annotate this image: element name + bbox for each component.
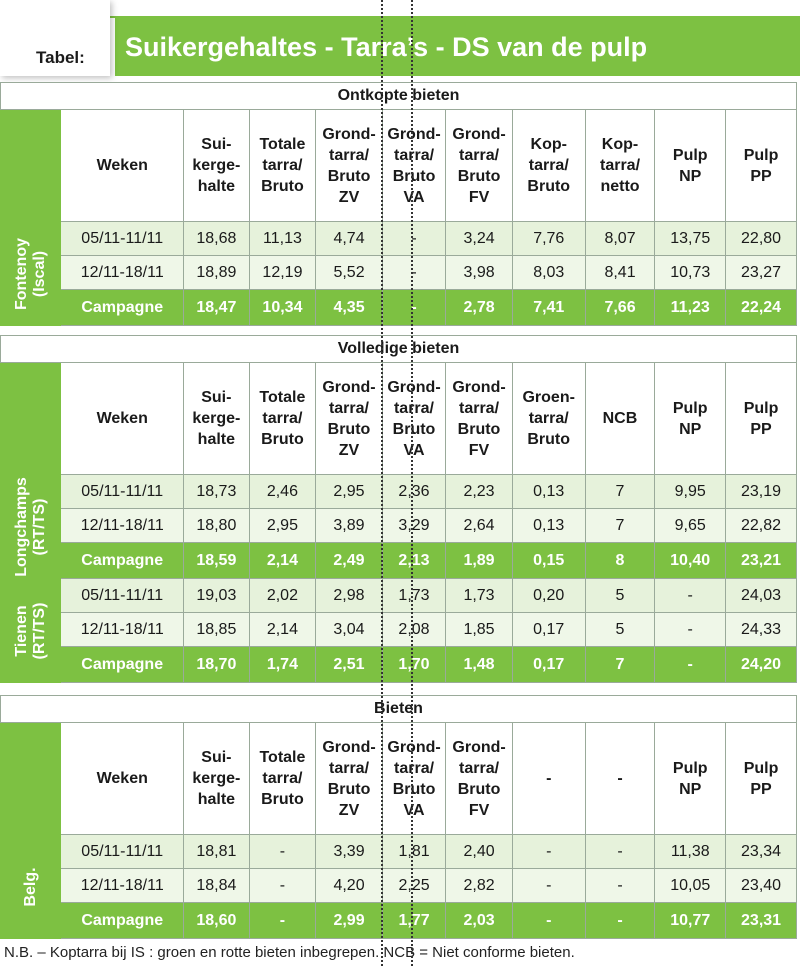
value-cell: 2,98 — [316, 579, 383, 613]
value-cell: 22,80 — [726, 222, 797, 256]
week-range: 05/11-11/11 — [61, 579, 184, 613]
campagne-value: - — [655, 647, 726, 683]
column-header: Grond- tarra/ Bruto ZV — [316, 110, 383, 222]
group-label-cell — [1, 475, 61, 579]
group-label-cell — [1, 579, 61, 683]
campagne-value: 0,17 — [512, 647, 585, 683]
value-cell: 2,08 — [382, 613, 445, 647]
week-range: 12/11-18/11 — [61, 256, 184, 290]
campagne-value: 11,23 — [655, 290, 726, 326]
column-header: Sui- kerge- halte — [184, 723, 250, 835]
value-cell: 10,05 — [655, 869, 726, 903]
value-cell: - — [512, 835, 585, 869]
value-cell: - — [585, 869, 655, 903]
table-row — [1, 509, 797, 543]
column-header: Pulp NP — [655, 723, 726, 835]
value-cell: 13,75 — [655, 222, 726, 256]
column-header: Kop- tarra/ Bruto — [512, 110, 585, 222]
value-cell: 8,03 — [512, 256, 585, 290]
value-cell: 2,23 — [446, 475, 513, 509]
campagne-row — [1, 647, 797, 683]
group-label: Fontenoy (Iscal) — [12, 237, 48, 310]
campagne-label: Campagne — [61, 903, 184, 939]
column-header: Kop- tarra/ netto — [585, 110, 655, 222]
value-cell: 8,41 — [585, 256, 655, 290]
section-title: Bieten — [1, 696, 797, 723]
campagne-value: 2,14 — [249, 543, 316, 579]
campagne-value: 7 — [585, 647, 655, 683]
week-range: 05/11-11/11 — [61, 475, 184, 509]
campagne-value: 23,31 — [726, 903, 797, 939]
value-cell: 0,13 — [512, 475, 585, 509]
column-header: Pulp NP — [655, 110, 726, 222]
value-cell: 0,13 — [512, 509, 585, 543]
campagne-value: - — [512, 903, 585, 939]
campagne-value: 2,78 — [446, 290, 513, 326]
campagne-value: 2,99 — [316, 903, 383, 939]
value-cell: 11,38 — [655, 835, 726, 869]
table-row — [1, 579, 797, 613]
column-header: Totale tarra/ Bruto — [249, 723, 316, 835]
value-cell: 4,20 — [316, 869, 383, 903]
value-cell: 2,40 — [446, 835, 513, 869]
section-title-row — [1, 336, 797, 363]
value-cell: - — [382, 222, 445, 256]
column-header: Weken — [61, 110, 184, 222]
table-row — [1, 835, 797, 869]
value-cell: 18,73 — [184, 475, 250, 509]
value-cell: 9,65 — [655, 509, 726, 543]
campagne-value: 2,03 — [446, 903, 513, 939]
value-cell: 18,84 — [184, 869, 250, 903]
campagne-row — [1, 903, 797, 939]
value-cell: 3,04 — [316, 613, 383, 647]
column-header: NCB — [585, 363, 655, 475]
column-header: Totale tarra/ Bruto — [249, 110, 316, 222]
campagne-value: 24,20 — [726, 647, 797, 683]
campagne-value: 22,24 — [726, 290, 797, 326]
section-title: Volledige bieten — [1, 336, 797, 363]
value-cell: 4,74 — [316, 222, 383, 256]
week-range: 12/11-18/11 — [61, 613, 184, 647]
value-cell: 1,73 — [382, 579, 445, 613]
campagne-value: 7,41 — [512, 290, 585, 326]
column-header: Grond- tarra/ Bruto FV — [446, 110, 513, 222]
campagne-value: - — [585, 903, 655, 939]
campagne-value: 1,89 — [446, 543, 513, 579]
value-cell: 1,73 — [446, 579, 513, 613]
campagne-label: Campagne — [61, 647, 184, 683]
section-bieten — [0, 695, 797, 939]
table-row — [1, 256, 797, 290]
column-header: Grond- tarra/ Bruto FV — [446, 363, 513, 475]
column-header: Grond- tarra/ Bruto ZV — [316, 723, 383, 835]
campagne-value: 10,40 — [655, 543, 726, 579]
value-cell: 2,14 — [249, 613, 316, 647]
group-label: Longchamps (RT/TS) — [12, 476, 48, 577]
section-title: Ontkopte bieten — [1, 83, 797, 110]
campagne-value: 18,60 — [184, 903, 250, 939]
column-header: Sui- kerge- halte — [184, 110, 250, 222]
value-cell: 10,73 — [655, 256, 726, 290]
value-cell: 24,33 — [726, 613, 797, 647]
campagne-value: 10,34 — [249, 290, 316, 326]
column-header: Groen- tarra/ Bruto — [512, 363, 585, 475]
campagne-value: 1,70 — [382, 647, 445, 683]
column-header: Grond- tarra/ Bruto FV — [446, 723, 513, 835]
dotted-guide-line — [411, 0, 413, 966]
value-cell: 9,95 — [655, 475, 726, 509]
week-range: 05/11-11/11 — [61, 222, 184, 256]
campagne-value: 2,49 — [316, 543, 383, 579]
campagne-value: 8 — [585, 543, 655, 579]
value-cell: 0,17 — [512, 613, 585, 647]
value-cell: 23,27 — [726, 256, 797, 290]
campagne-value: 1,74 — [249, 647, 316, 683]
table-row — [1, 613, 797, 647]
column-header: Weken — [61, 363, 184, 475]
value-cell: 22,82 — [726, 509, 797, 543]
value-cell: 2,25 — [382, 869, 445, 903]
dotted-guide-line — [381, 0, 383, 966]
group-label-cell — [1, 222, 61, 326]
table-title: Suikergehaltes - Tarra’s - DS van de pulp — [115, 18, 800, 76]
group-label-cell — [1, 835, 61, 939]
value-cell: 3,98 — [446, 256, 513, 290]
value-cell: 23,40 — [726, 869, 797, 903]
campagne-value: 18,70 — [184, 647, 250, 683]
value-cell: 23,34 — [726, 835, 797, 869]
campagne-value: 4,35 — [316, 290, 383, 326]
column-header: Pulp PP — [726, 363, 797, 475]
value-cell: 7,76 — [512, 222, 585, 256]
header-corner — [1, 110, 61, 222]
value-cell: 19,03 — [184, 579, 250, 613]
campagne-value: - — [382, 290, 445, 326]
campagne-value: 1,48 — [446, 647, 513, 683]
value-cell: 2,36 — [382, 475, 445, 509]
value-cell: - — [585, 835, 655, 869]
column-header-row — [1, 110, 797, 222]
value-cell: 1,81 — [382, 835, 445, 869]
table-row — [1, 475, 797, 509]
column-header: Totale tarra/ Bruto — [249, 363, 316, 475]
campagne-value: 1,77 — [382, 903, 445, 939]
campagne-label: Campagne — [61, 543, 184, 579]
value-cell: 18,89 — [184, 256, 250, 290]
campagne-value: 18,59 — [184, 543, 250, 579]
group-label: Belg. — [21, 866, 39, 907]
value-cell: 1,85 — [446, 613, 513, 647]
value-cell: - — [249, 835, 316, 869]
value-cell: 3,24 — [446, 222, 513, 256]
value-cell: 5,52 — [316, 256, 383, 290]
value-cell: 2,95 — [316, 475, 383, 509]
value-cell: - — [382, 256, 445, 290]
campagne-row — [1, 543, 797, 579]
footnote: N.B. – Koptarra bij IS : groen en rotte bieten inbegrepen. NCB = Niet conforme bieten. — [4, 944, 575, 961]
tab-label: Tabel: — [36, 48, 85, 67]
header-corner — [1, 723, 61, 835]
campagne-value: 18,47 — [184, 290, 250, 326]
value-cell: 7 — [585, 475, 655, 509]
campagne-value: - — [249, 903, 316, 939]
value-cell: 5 — [585, 579, 655, 613]
campagne-value: 10,77 — [655, 903, 726, 939]
tab-card — [0, 0, 110, 76]
value-cell: 0,20 — [512, 579, 585, 613]
week-range: 12/11-18/11 — [61, 869, 184, 903]
group-label: Tienen (RT/TS) — [12, 602, 48, 659]
value-cell: - — [249, 869, 316, 903]
column-header: - — [512, 723, 585, 835]
value-cell: 2,82 — [446, 869, 513, 903]
section-ontkopte-bieten — [0, 82, 797, 326]
column-header: Pulp NP — [655, 363, 726, 475]
value-cell: 24,03 — [726, 579, 797, 613]
value-cell: 2,95 — [249, 509, 316, 543]
campagne-row — [1, 290, 797, 326]
value-cell: 3,89 — [316, 509, 383, 543]
week-range: 12/11-18/11 — [61, 509, 184, 543]
column-header: Weken — [61, 723, 184, 835]
column-header: Grond- tarra/ Bruto VA — [382, 110, 445, 222]
campagne-value: 7,66 — [585, 290, 655, 326]
column-header: Grond- tarra/ Bruto VA — [382, 363, 445, 475]
column-header: - — [585, 723, 655, 835]
header-corner — [1, 363, 61, 475]
value-cell: 2,46 — [249, 475, 316, 509]
value-cell: 23,19 — [726, 475, 797, 509]
value-cell: 2,02 — [249, 579, 316, 613]
campagne-value: 2,13 — [382, 543, 445, 579]
value-cell: - — [512, 869, 585, 903]
value-cell: - — [655, 579, 726, 613]
value-cell: 18,80 — [184, 509, 250, 543]
campagne-label: Campagne — [61, 290, 184, 326]
campagne-value: 0,15 — [512, 543, 585, 579]
value-cell: 7 — [585, 509, 655, 543]
campagne-value: 2,51 — [316, 647, 383, 683]
value-cell: - — [655, 613, 726, 647]
column-header: Sui- kerge- halte — [184, 363, 250, 475]
column-header-row — [1, 723, 797, 835]
campagne-value: 23,21 — [726, 543, 797, 579]
value-cell: 11,13 — [249, 222, 316, 256]
value-cell: 3,29 — [382, 509, 445, 543]
week-range: 05/11-11/11 — [61, 835, 184, 869]
value-cell: 12,19 — [249, 256, 316, 290]
column-header: Pulp PP — [726, 110, 797, 222]
column-header: Pulp PP — [726, 723, 797, 835]
value-cell: 8,07 — [585, 222, 655, 256]
table-row — [1, 222, 797, 256]
column-header: Grond- tarra/ Bruto VA — [382, 723, 445, 835]
section-title-row — [1, 696, 797, 723]
table-row — [1, 869, 797, 903]
value-cell: 2,64 — [446, 509, 513, 543]
section-volledige-bieten — [0, 335, 797, 683]
value-cell: 18,85 — [184, 613, 250, 647]
column-header-row — [1, 363, 797, 475]
value-cell: 3,39 — [316, 835, 383, 869]
column-header: Grond- tarra/ Bruto ZV — [316, 363, 383, 475]
value-cell: 5 — [585, 613, 655, 647]
section-title-row — [1, 83, 797, 110]
value-cell: 18,81 — [184, 835, 250, 869]
value-cell: 18,68 — [184, 222, 250, 256]
